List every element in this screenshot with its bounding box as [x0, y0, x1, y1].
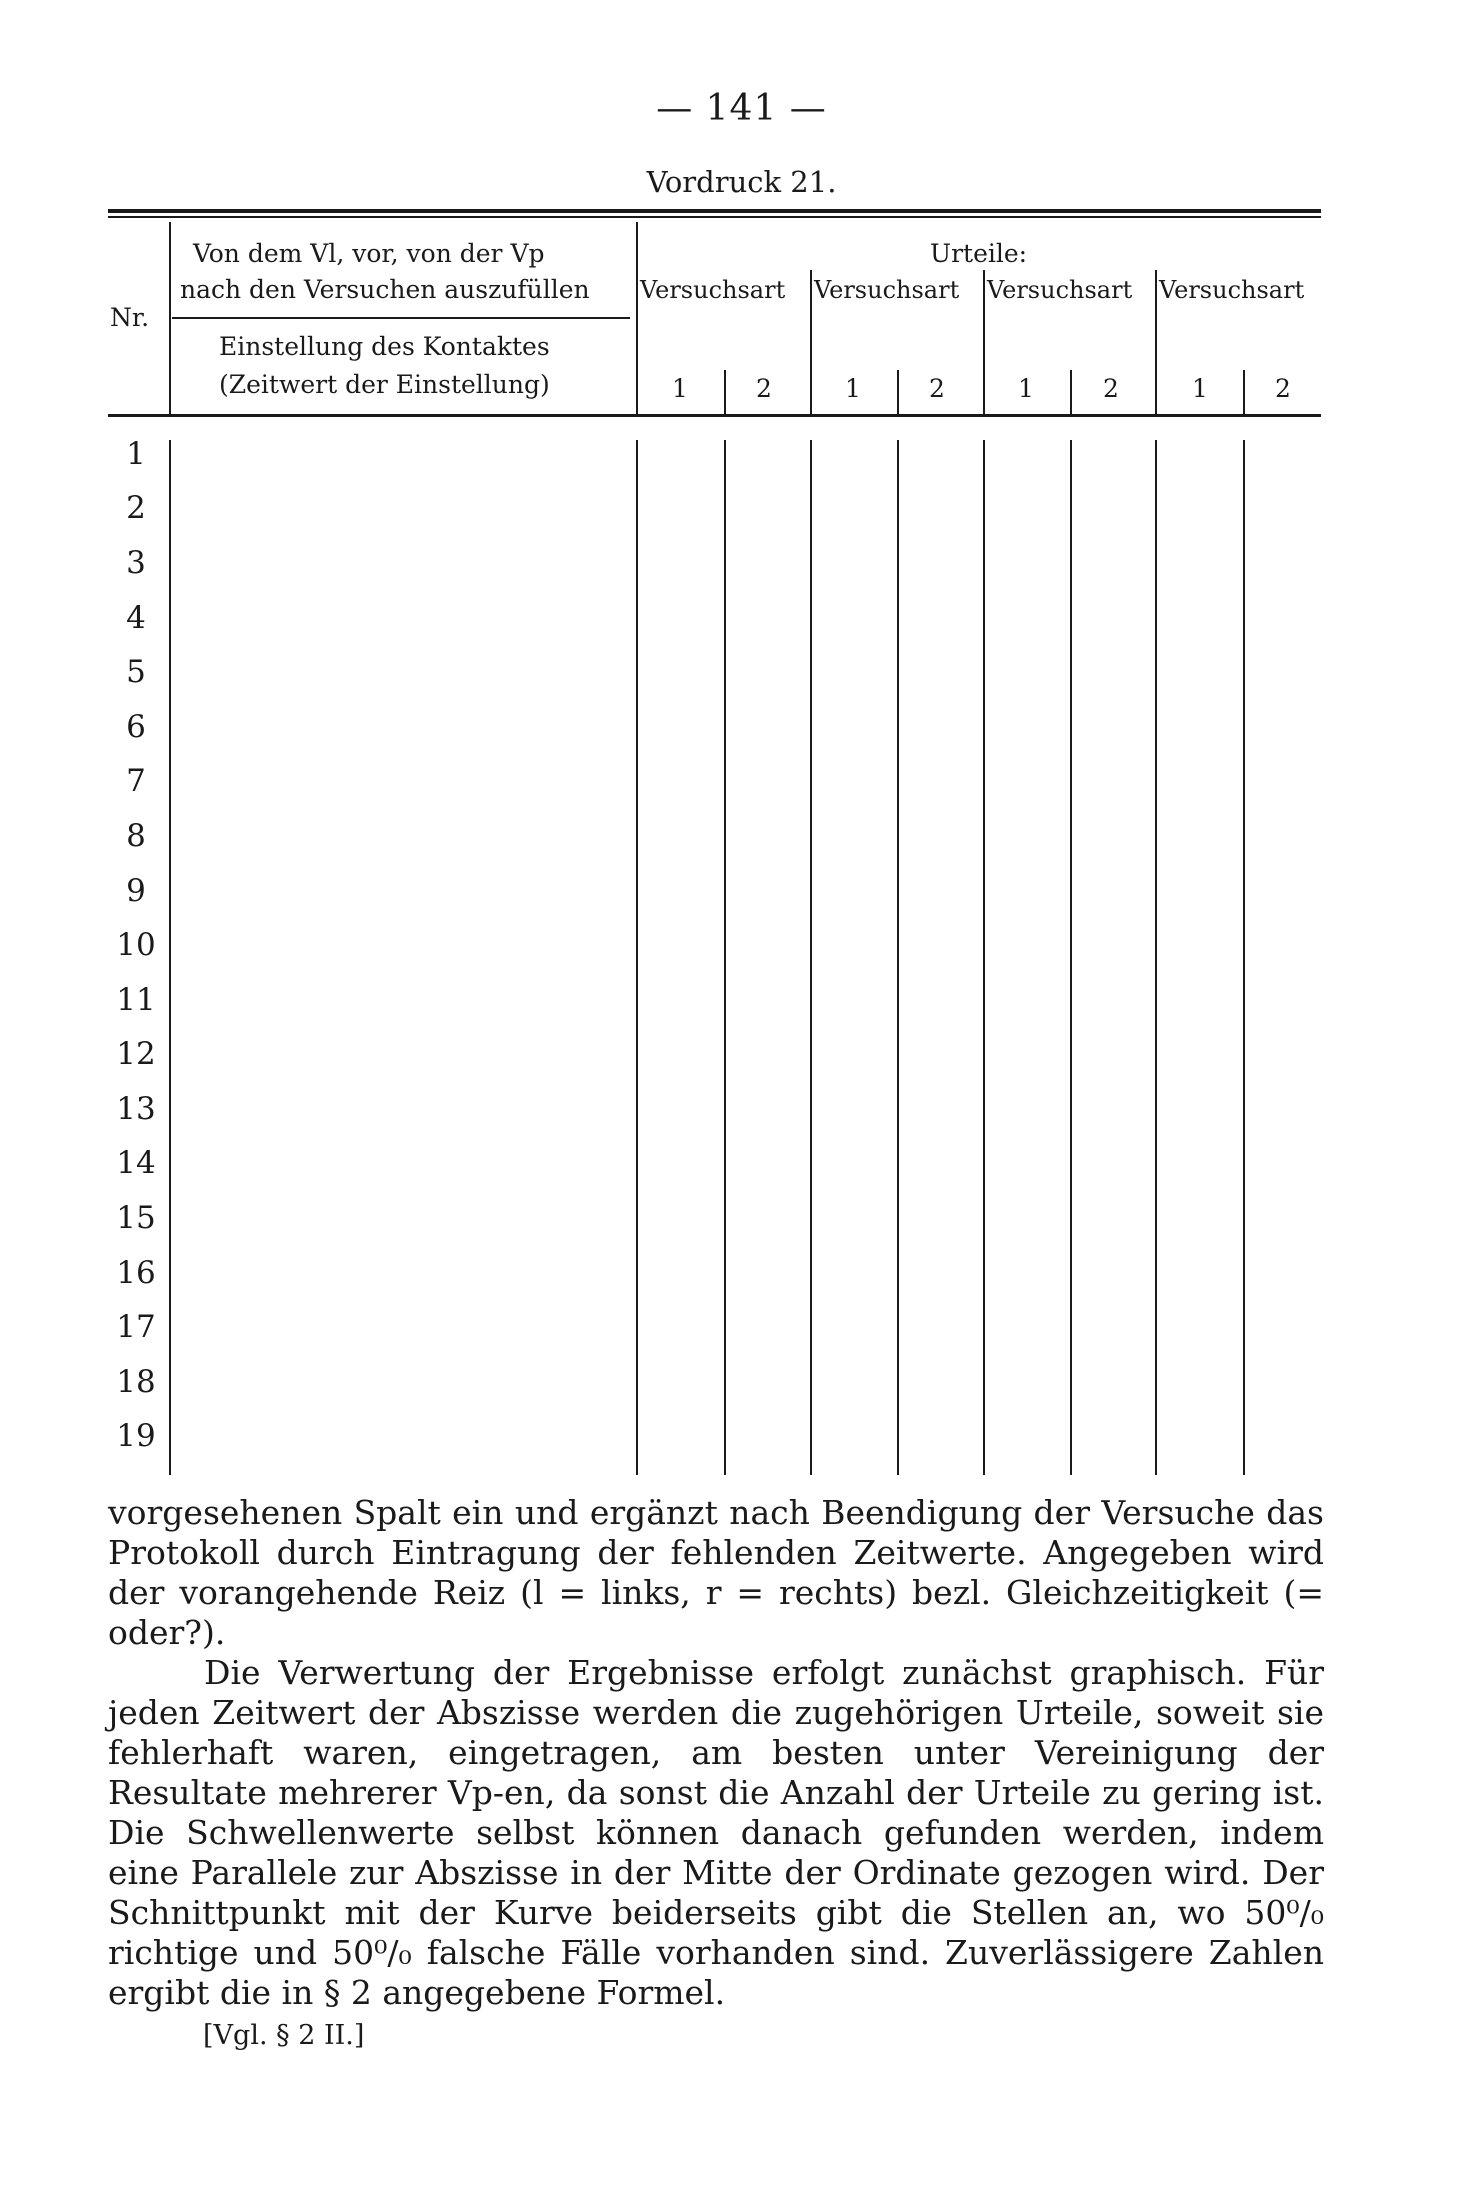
header-vline-group3 [983, 270, 985, 414]
header-vline-main [636, 222, 638, 414]
group-label-2: Versuchsart [814, 276, 960, 304]
column-header-top-line2: nach den Versuchen auszufüllen [180, 275, 590, 304]
body-vline-1 [724, 440, 726, 1475]
row-number: 15 [116, 1200, 156, 1236]
row-number: 10 [116, 927, 156, 963]
column-header-top-line1: Von dem Vl, vor, von der Vp [193, 239, 545, 268]
sub-label-3-1: 1 [1018, 374, 1034, 403]
row-number: 14 [116, 1145, 156, 1181]
nr-header: Nr. [110, 303, 150, 332]
sub-label-4-1: 1 [1192, 374, 1208, 403]
body-vline-4 [983, 440, 985, 1475]
header-vline-sub3 [1070, 370, 1072, 414]
sub-label-4-2: 2 [1275, 374, 1291, 403]
column-header-bottom-line1: Einstellung des Kontaktes [219, 332, 550, 361]
body-vline-nr [169, 440, 171, 1475]
paragraph: vorgesehenen Spalt ein und ergänzt nach Beendigung der Versuche das Protokoll durch Eintragung der fehlenden Zeitwerte. Angegeben wird der vorangehende Reiz (l = links, r = rechts) bezl. Gleichzeitigkeit (= oder?). [108, 1493, 1324, 1652]
header-vline-group4 [1155, 270, 1157, 414]
group-label-1: Versuchsart [640, 276, 786, 304]
row-number: 9 [126, 873, 146, 909]
header-vline-sub1 [724, 370, 726, 414]
row-number: 6 [126, 709, 146, 745]
header-bottom-rule [108, 414, 1321, 417]
sub-label-2-1: 1 [845, 374, 861, 403]
paragraph: Die Verwertung der Ergebnisse erfolgt zunächst graphisch. Für jeden Zeitwert der Abszisse werden die zugehörigen Urteile, soweit sie fehlerhaft waren, eingetragen, am besten unter Vereinigung der Resultate mehrerer Vp-en, da sonst die Anzahl der Urteile zu gering ist. Die Schwellenwerte selbst können danach gefunden werden, indem eine Parallele zur Abszisse in der Mitte der Ordinate gezogen wird. Der Schnittpunkt mit der Kurve beiderseits gibt die Stellen an, wo 50⁰/₀ richtige und 50⁰/₀ falsche Fälle vorhanden sind. Zuverlässigere Zahlen ergibt die in § 2 angegebene Formel. [108, 1653, 1324, 2012]
body-vline-2 [810, 440, 812, 1475]
table-top-rule [108, 209, 1321, 213]
row-number: 11 [116, 982, 156, 1018]
header-vline-group2 [810, 270, 812, 414]
row-number: 4 [126, 600, 146, 636]
reference-note: [Vgl. § 2 II.] [203, 2020, 365, 2051]
row-number: 18 [116, 1364, 156, 1400]
row-number: 12 [116, 1036, 156, 1072]
column-header-divider [172, 317, 630, 319]
table-top-rule-inner [108, 216, 1321, 218]
row-number: 8 [126, 818, 146, 854]
row-number: 2 [126, 490, 146, 526]
sub-label-1-2: 2 [756, 374, 772, 403]
sub-label-1-1: 1 [672, 374, 688, 403]
body-vline-7 [1243, 440, 1245, 1475]
body-vline-main [636, 440, 638, 1475]
group-label-3: Versuchsart [987, 276, 1133, 304]
group-label-4: Versuchsart [1159, 276, 1305, 304]
header-vline-nr [169, 222, 171, 414]
body-vline-6 [1155, 440, 1157, 1475]
sub-label-2-2: 2 [929, 374, 945, 403]
row-number: 13 [116, 1091, 156, 1127]
body-vline-5 [1070, 440, 1072, 1475]
row-number: 3 [126, 545, 146, 581]
header-vline-sub4 [1243, 370, 1245, 414]
sub-label-3-2: 2 [1103, 374, 1119, 403]
row-number: 16 [116, 1255, 156, 1291]
row-number: 17 [116, 1309, 156, 1345]
row-number: 19 [116, 1418, 156, 1454]
header-vline-sub2 [897, 370, 899, 414]
form-title: Vordruck 21. [646, 165, 837, 199]
page-number: — 141 — [656, 88, 827, 129]
judgments-header: Urteile: [930, 239, 1028, 268]
column-header-bottom-line2: (Zeitwert der Einstellung) [219, 370, 550, 399]
row-number: 5 [126, 654, 146, 690]
row-number: 1 [126, 436, 146, 472]
body-text [108, 1493, 1324, 2013]
body-vline-3 [897, 440, 899, 1475]
row-number: 7 [126, 763, 146, 799]
